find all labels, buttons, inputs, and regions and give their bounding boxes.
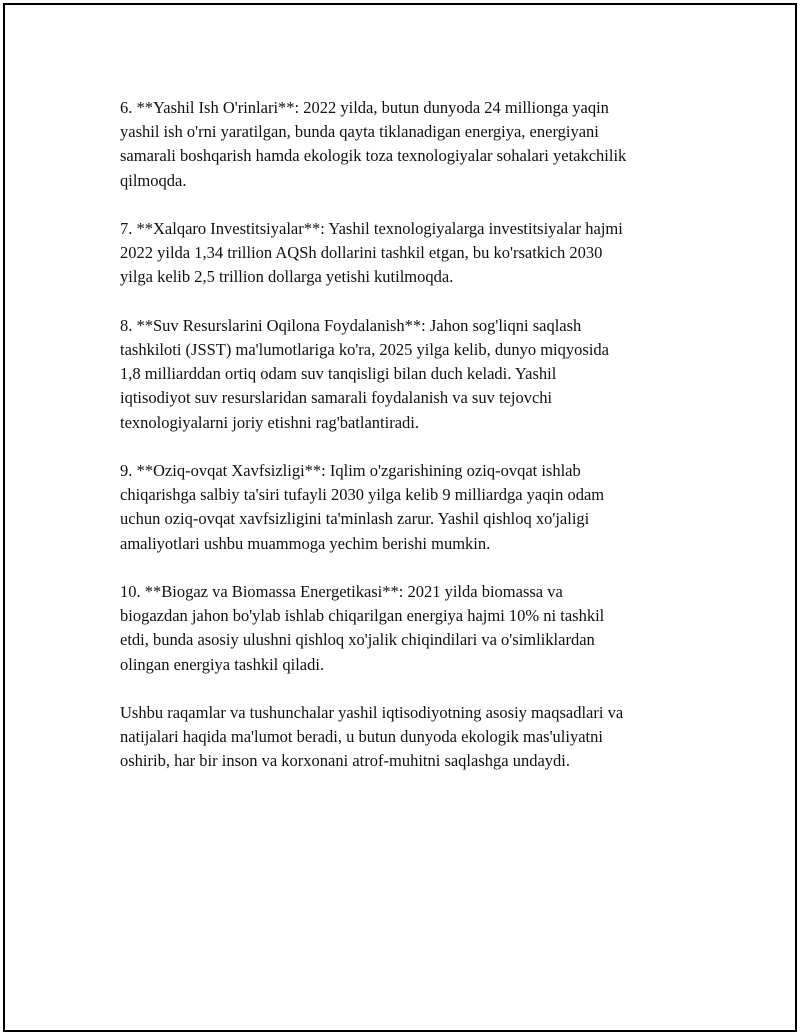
- text-line: oshirib, har bir inson va korxonani atrof-muhitni saqlashga undaydi.: [120, 751, 570, 771]
- text-line: amaliyotlari ushbu muammoga yechim berishi mumkin.: [120, 533, 491, 553]
- paragraph-suv-resurslari: [120, 314, 700, 435]
- text-line: yashil ish o'rni yaratilgan, bunda qayta tiklanadigan energiya, energiyani: [120, 122, 599, 142]
- text-line: biogazdan jahon bo'ylab ishlab chiqarilgan energiya hajmi 10% ni tashkil: [120, 606, 605, 626]
- text-line: tashkiloti (JSST) ma'lumotlariga ko'ra, 2025 yilga kelib, dunyo miqyosida: [120, 340, 609, 359]
- text-line: qilmoqda.: [120, 170, 187, 190]
- paragraph-oziq-ovqat-xavfsizligi: [120, 459, 700, 556]
- text-line: Ushbu raqamlar va tushunchalar yashil iqtisodiyotning asosiy maqsadlari va: [120, 703, 624, 722]
- text-line: olingan energiya tashkil qiladi.: [120, 654, 325, 674]
- text-line: 6. **Yashil Ish O'rinlari**: 2022 yilda, butun dunyoda 24 millionga yaqin: [120, 98, 609, 117]
- paragraph-biogaz-biomassa: [120, 580, 700, 677]
- text-line: 8. **Suv Resurslarini Oqilona Foydalanish**: Jahon sog'liqni saqlash: [120, 315, 582, 335]
- text-line: 9. **Oziq-ovqat Xavfsizligi**: Iqlim o'zgarishining oziq-ovqat ishlab: [120, 461, 581, 480]
- text-line: yilga kelib 2,5 trillion dollarga yetishi kutilmoqda.: [120, 267, 454, 287]
- text-line: chiqarishga salbiy ta'siri tufayli 2030 yilga kelib 9 milliardga yaqin odam: [120, 485, 605, 505]
- paragraph-yashil-ish-orinlari: [120, 96, 700, 193]
- paragraph-xalqaro-investitsiyalar: [120, 217, 700, 290]
- paragraph-conclusion: [120, 701, 700, 774]
- text-line: uchun oziq-ovqat xavfsizligini ta'minlash zarur. Yashil qishloq xo'jaligi: [120, 509, 590, 529]
- text-line: 10. **Biogaz va Biomassa Energetikasi**: 2021 yilda biomassa va: [120, 582, 563, 601]
- text-line: 1,8 milliarddan ortiq odam suv tanqisligi bilan duch keladi. Yashil: [120, 364, 557, 384]
- text-line: 7. **Xalqaro Investitsiyalar**: Yashil texnologiyalarga investitsiyalar hajmi: [120, 219, 623, 238]
- text-line: texnologiyalarni joriy etishni rag'batlantiradi.: [120, 412, 419, 432]
- document-page: [3, 3, 797, 1032]
- text-line: 2022 yilda 1,34 trillion AQSh dollarini tashkil etgan, bu ko'rsatkich 2030: [120, 243, 603, 263]
- text-line: natijalari haqida ma'lumot beradi, u butun dunyoda ekologik mas'uliyatni: [120, 727, 603, 747]
- text-line: etdi, bunda asosiy ulushni qishloq xo'jalik chiqindilari va o'simliklardan: [120, 630, 595, 650]
- text-line: samarali boshqarish hamda ekologik toza texnologiyalar sohalari yetakchilik: [120, 146, 627, 166]
- document-body: [120, 96, 700, 798]
- text-line: iqtisodiyot suv resurslaridan samarali foydalanish va suv tejovchi: [120, 388, 553, 408]
